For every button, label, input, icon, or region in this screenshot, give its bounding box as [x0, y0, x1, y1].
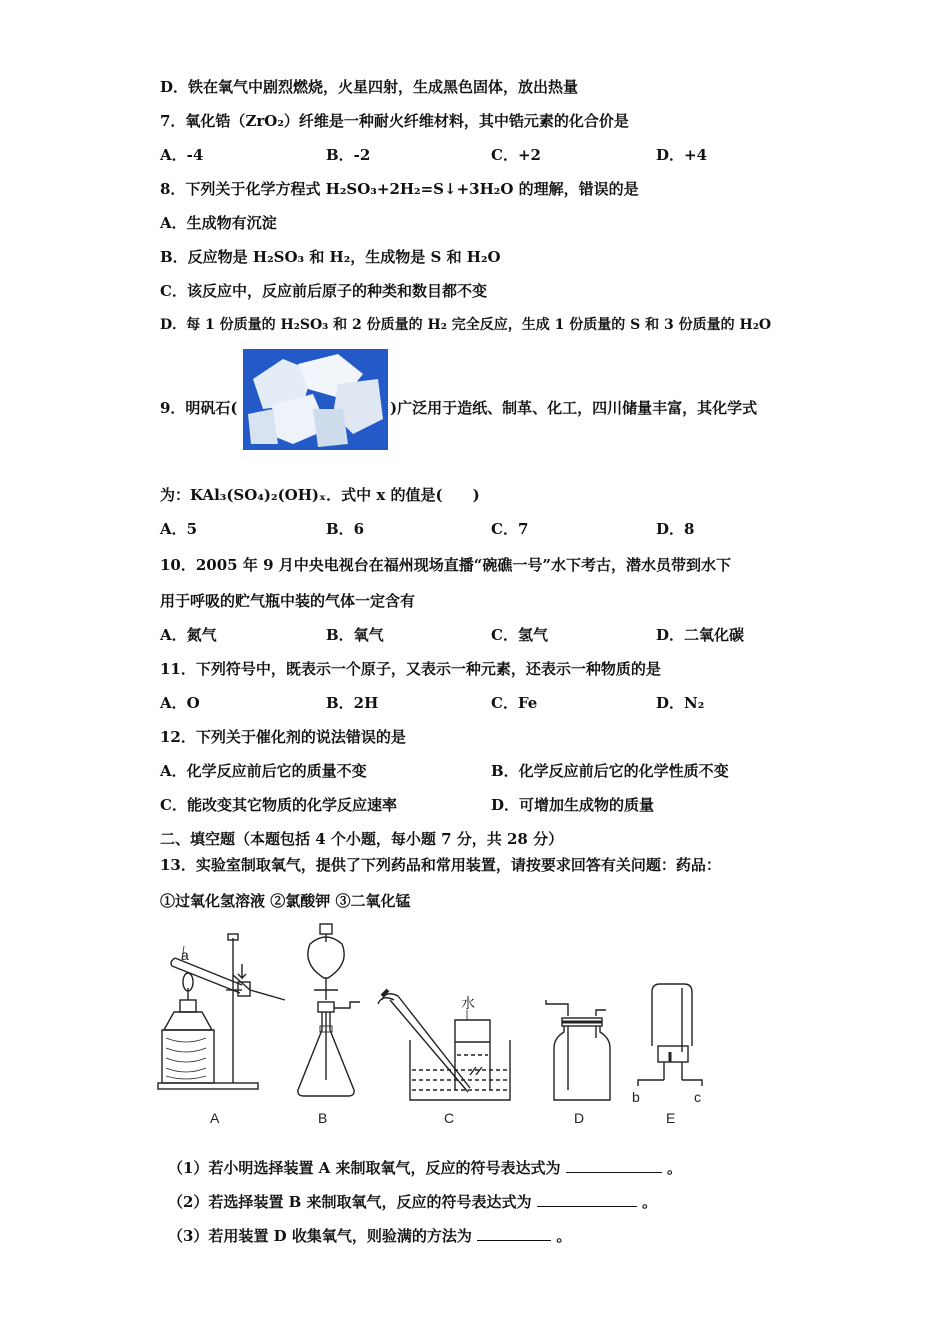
label-apparatus-c: C: [444, 1110, 455, 1126]
q11-option-c: C．Fe: [491, 694, 538, 712]
label-apparatus-d: D: [574, 1110, 585, 1126]
apparatus-c: [378, 990, 510, 1100]
lab-apparatus-figure: [150, 920, 730, 1130]
q10-stem: 10．2005 年 9 月中央电视台在福州现场直播“碗礁一号”水下考古，潜水员带到水下: [160, 556, 731, 574]
q10-option-b: B．氧气: [326, 626, 384, 644]
q11-stem: 11．下列符号中，既表示一个原子，又表示一种元素，还表示一种物质的是: [160, 660, 661, 678]
q11-option-b: B．2H: [326, 694, 379, 712]
q12-option-c: C．能改变其它物质的化学反应速率: [160, 796, 397, 814]
q8-stem: 8．下列关于化学方程式 H₂SO₃+2H₂=S↓+3H₂O 的理解，错误的是: [160, 180, 639, 198]
apparatus-a: [158, 934, 285, 1089]
q9-stem2: 为：KAl₃(SO₄)₂(OH)ₓ．式中 x 的值是( ): [160, 486, 480, 504]
q10-stem2: 用于呼吸的贮气瓶中装的气体一定含有: [160, 592, 416, 610]
q10-option-c: C．氢气: [491, 626, 548, 644]
q13-part-1-text: （1）若小明选择装置 A 来制取氧气，反应的符号表达式为: [168, 1159, 561, 1177]
answer-blank-2[interactable]: [537, 1192, 637, 1207]
label-c: c: [694, 1089, 701, 1105]
q9-option-d: D．8: [656, 520, 695, 538]
q10-option-d: D．二氧化碳: [656, 626, 745, 644]
q13-part-2-text: （2）若选择装置 B 来制取氧气，反应的符号表达式为: [168, 1193, 532, 1211]
q12-option-a: A．化学反应前后它的质量不变: [160, 762, 367, 780]
q7-option-a: A．-4: [160, 146, 204, 164]
q12-option-d: D．可增加生成物的质量: [491, 796, 655, 814]
q13-stem: 13．实验室制取氧气，提供了下列药品和常用装置，请按要求回答有关问题：药品：: [160, 856, 721, 874]
alum-stone-photo: [243, 349, 388, 450]
label-apparatus-e: E: [666, 1110, 676, 1126]
q10-option-a: A．氮气: [160, 626, 217, 644]
label-apparatus-b: B: [318, 1110, 328, 1126]
q11-option-d: D．N₂: [656, 694, 705, 712]
q8-option-b: B．反应物是 H₂SO₃ 和 H₂，生成物是 S 和 H₂O: [160, 248, 501, 266]
label-water: 水: [461, 995, 475, 1011]
section-2-heading: 二、填空题（本题包括 4 个小题，每小题 7 分，共 28 分）: [160, 830, 564, 848]
q9-stem-after: )广泛用于造纸、制革、化工，四川储量丰富，其化学式: [390, 399, 758, 417]
q13-part-2-end: 。: [642, 1193, 658, 1211]
label-apparatus-a: A: [210, 1110, 220, 1126]
q11-option-a: A．O: [160, 694, 200, 712]
q9-stem-before: 9．明矾石(: [160, 399, 238, 417]
q13-part-3-text: （3）若用装置 D 收集氧气，则验满的方法为: [168, 1227, 472, 1245]
q12-option-b: B．化学反应前后它的化学性质不变: [491, 762, 729, 780]
q13-part-3-end: 。: [556, 1227, 572, 1245]
q13-part-3: [168, 1226, 571, 1246]
q8-option-d: D．每 1 份质量的 H₂SO₃ 和 2 份质量的 H₂ 完全反应，生成 1 份质量的 S 和 3 份质量的 H₂O: [160, 317, 772, 333]
q6-option-d: D．铁在氧气中剧烈燃烧，火星四射，生成黑色固体，放出热量: [160, 78, 579, 96]
label-a-small: a: [181, 947, 189, 963]
q7-option-d: D．+4: [656, 146, 708, 164]
answer-blank-1[interactable]: [566, 1158, 662, 1173]
q9-option-c: C．7: [491, 520, 529, 538]
q13-part-1-end: 。: [667, 1159, 683, 1177]
q13-part-1: [168, 1158, 682, 1178]
q8-option-c: C．该反应中，反应前后原子的种类和数目都不变: [160, 282, 487, 300]
label-b: b: [632, 1089, 640, 1105]
answer-blank-3[interactable]: [477, 1226, 551, 1241]
apparatus-e: [638, 984, 702, 1086]
q13-part-2: [168, 1192, 657, 1212]
q12-stem: 12．下列关于催化剂的说法错误的是: [160, 728, 406, 746]
q8-option-a: A．生成物有沉淀: [160, 214, 277, 232]
apparatus-d: [546, 1000, 610, 1100]
q9-option-b: B．6: [326, 520, 365, 538]
q7-option-c: C．+2: [491, 146, 541, 164]
q7-option-b: B．-2: [326, 146, 371, 164]
q9-option-a: A．5: [160, 520, 198, 538]
apparatus-b: [298, 924, 360, 1096]
q13-drugs: ①过氧化氢溶液 ②氯酸钾 ③二氧化锰: [160, 892, 411, 910]
q7-stem: 7．氧化锆（ZrO₂）纤维是一种耐火纤维材料，其中锆元素的化合价是: [160, 112, 629, 130]
